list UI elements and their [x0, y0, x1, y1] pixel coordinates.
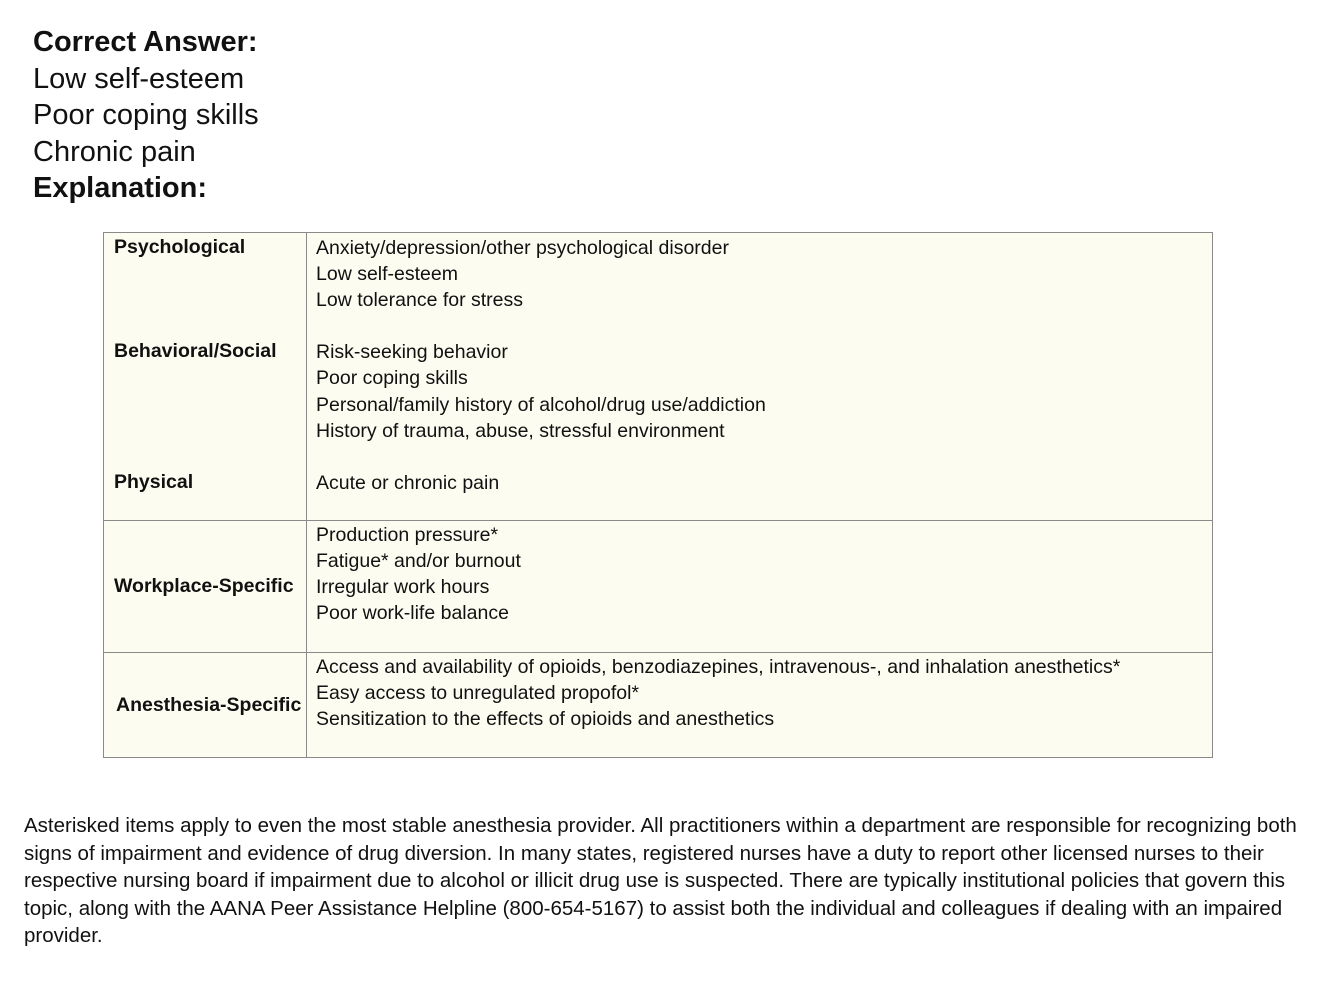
category-label: Physical — [114, 471, 194, 493]
category-cell — [104, 233, 307, 521]
risk-factors-table — [103, 232, 1213, 758]
list-item: History of trauma, abuse, stressful environment — [316, 419, 725, 442]
list-item: Personal/family history of alcohol/drug use/addiction — [316, 393, 766, 416]
items-cell — [307, 233, 1213, 521]
list-item: Risk-seeking behavior — [316, 341, 508, 364]
category-cell — [104, 521, 307, 653]
list-item: Low self-esteem — [316, 263, 458, 286]
list-item: Acute or chronic pain — [316, 471, 500, 494]
list-item: Easy access to unregulated propofol* — [316, 682, 640, 705]
category-label: Workplace-Specific — [114, 575, 294, 597]
explanation-heading: Explanation: — [33, 172, 208, 205]
list-item: Fatigue* and/or burnout — [316, 550, 521, 573]
items-cell — [307, 653, 1213, 758]
answer-block — [33, 24, 259, 207]
answer-item: Poor coping skills — [33, 99, 259, 132]
list-item: Poor coping skills — [316, 367, 468, 390]
list-item: Production pressure* — [316, 524, 499, 546]
explanation-paragraph: Asterisked items apply to even the most stable anesthesia provider. All practitioners within a department are responsible for recognizing both signs of impairment and evidence of drug diversion. In many states, registered nurses have a duty to report other licensed nurses to their respective nursing board if impairment due to alcohol or illicit drug use is suspected. There are typically institutional policies that govern this topic, along with the AANA Peer Assistance Helpline (800-654-5167) to assist both the individual and colleagues if dealing with an impaired provider. — [24, 814, 1297, 948]
table-row — [104, 653, 1213, 758]
list-item: Anxiety/depression/other psychological disorder — [316, 237, 729, 259]
table-row — [104, 521, 1213, 653]
answer-item: Low self-esteem — [33, 62, 245, 95]
list-item: Low tolerance for stress — [316, 289, 524, 312]
answer-item: Chronic pain — [33, 135, 196, 168]
items-cell — [307, 521, 1213, 653]
list-item: Poor work-life balance — [316, 602, 509, 625]
correct-answer-heading: Correct Answer: — [33, 26, 258, 58]
category-label: Psychological — [114, 236, 246, 258]
table-row — [104, 233, 1213, 521]
category-label: Behavioral/Social — [114, 340, 277, 362]
list-item: Access and availability of opioids, benzodiazepines, intravenous-, and inhalation anesthetics* — [316, 656, 1121, 678]
category-cell — [104, 653, 307, 758]
list-item: Sensitization to the effects of opioids and anesthetics — [316, 708, 775, 731]
list-item: Irregular work hours — [316, 576, 490, 599]
category-label: Anesthesia-Specific — [116, 693, 302, 716]
